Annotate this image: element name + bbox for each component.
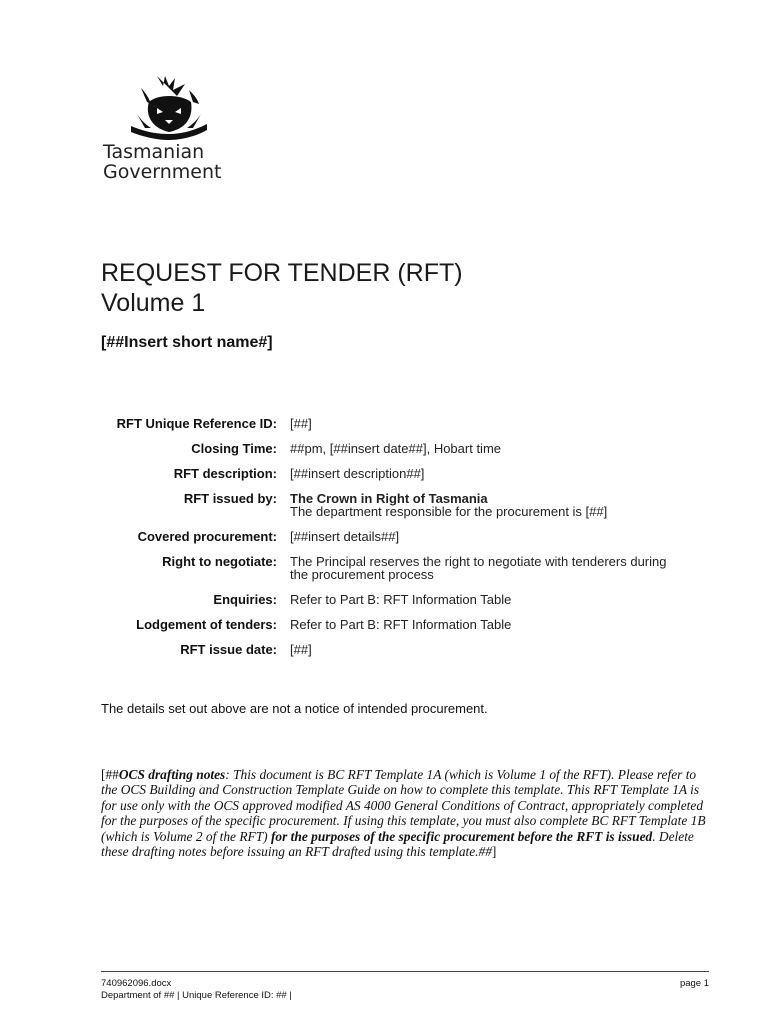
drafting-close-bracket: ] bbox=[491, 844, 497, 860]
detail-value: [##] bbox=[290, 416, 312, 431]
drafting-heading: OCS drafting notes bbox=[118, 767, 226, 782]
detail-row-enquiries bbox=[101, 593, 671, 618]
logo-line-2: Government bbox=[103, 161, 222, 183]
detail-label: Covered procurement: bbox=[137, 529, 277, 544]
procurement-notice: The details set out above are not a notice of intended procurement. bbox=[101, 701, 488, 716]
detail-label: RFT issued by: bbox=[183, 491, 277, 506]
detail-row-issue-date bbox=[101, 643, 671, 668]
drafting-open-bracket: [## bbox=[101, 767, 119, 782]
drafting-notes bbox=[101, 767, 713, 859]
tasmanian-devil-emblem-icon bbox=[127, 72, 211, 142]
drafting-text-2: . Delete these drafting notes before issuing an RFT drafted using this template.## bbox=[101, 828, 694, 860]
detail-row-right-to-negotiate bbox=[101, 555, 671, 593]
detail-label: Right to negotiate: bbox=[162, 554, 277, 569]
detail-value: The Principal reserves the right to negotiate with tenderers during the procurement process bbox=[290, 554, 667, 582]
logo-line-1: Tasmanian bbox=[103, 141, 205, 163]
detail-label: Closing Time: bbox=[191, 441, 277, 456]
detail-value: ##pm, [##insert date##], Hobart time bbox=[290, 441, 502, 456]
footer-page-number: page 1 bbox=[679, 978, 709, 989]
issuer-department: The department responsible for the procurement is [##] bbox=[290, 504, 608, 519]
detail-row-closing-time bbox=[101, 442, 671, 467]
footer-department: Department of ## | Unique Reference ID: ## | bbox=[101, 990, 292, 1001]
detail-value: [##insert description##] bbox=[290, 466, 425, 481]
detail-label: RFT description: bbox=[173, 466, 277, 481]
detail-value: [##] bbox=[290, 642, 312, 657]
title-line-2: Volume 1 bbox=[101, 289, 206, 317]
document-title bbox=[101, 258, 463, 318]
detail-label: RFT Unique Reference ID: bbox=[116, 416, 277, 431]
detail-label: Enquiries: bbox=[213, 592, 277, 607]
detail-row-description bbox=[101, 467, 671, 492]
short-name-placeholder: [##Insert short name#] bbox=[101, 334, 273, 351]
footer-filename: 740962096.docx bbox=[101, 978, 172, 989]
page-footer bbox=[101, 971, 709, 1002]
detail-row-covered-procurement bbox=[101, 530, 671, 555]
rft-details-table bbox=[101, 417, 671, 668]
detail-value: [##insert details##] bbox=[290, 529, 400, 544]
detail-label: Lodgement of tenders: bbox=[136, 617, 277, 632]
detail-row-reference bbox=[101, 417, 671, 442]
detail-row-lodgement bbox=[101, 618, 671, 643]
detail-label: RFT issue date: bbox=[180, 642, 277, 657]
detail-row-issued-by bbox=[101, 492, 671, 530]
tasmanian-government-logo bbox=[103, 72, 243, 182]
drafting-text-1: : This document is BC RFT Template 1A (which is Volume 1 of the RFT). Please refer to the OCS Building and Construction Template Guide on how to complete this template. This RFT Template 1A is for use only with the OCS approved modified AS 4000 General Conditions of Contract, appropriately completed for the purposes of the specific procurement. If using this template, you must also complete BC RFT Template 1B (which is Volume 2 of the RFT) bbox=[101, 767, 706, 844]
detail-value: Refer to Part B: RFT Information Table bbox=[290, 592, 512, 607]
detail-value: Refer to Part B: RFT Information Table bbox=[290, 617, 512, 632]
drafting-emphasis: for the purposes of the specific procurement before the RFT is issued bbox=[270, 828, 653, 844]
title-line-1: REQUEST FOR TENDER (RFT) bbox=[101, 259, 463, 287]
detail-value bbox=[290, 492, 671, 530]
issuer-name: The Crown in Right of Tasmania bbox=[290, 491, 488, 506]
